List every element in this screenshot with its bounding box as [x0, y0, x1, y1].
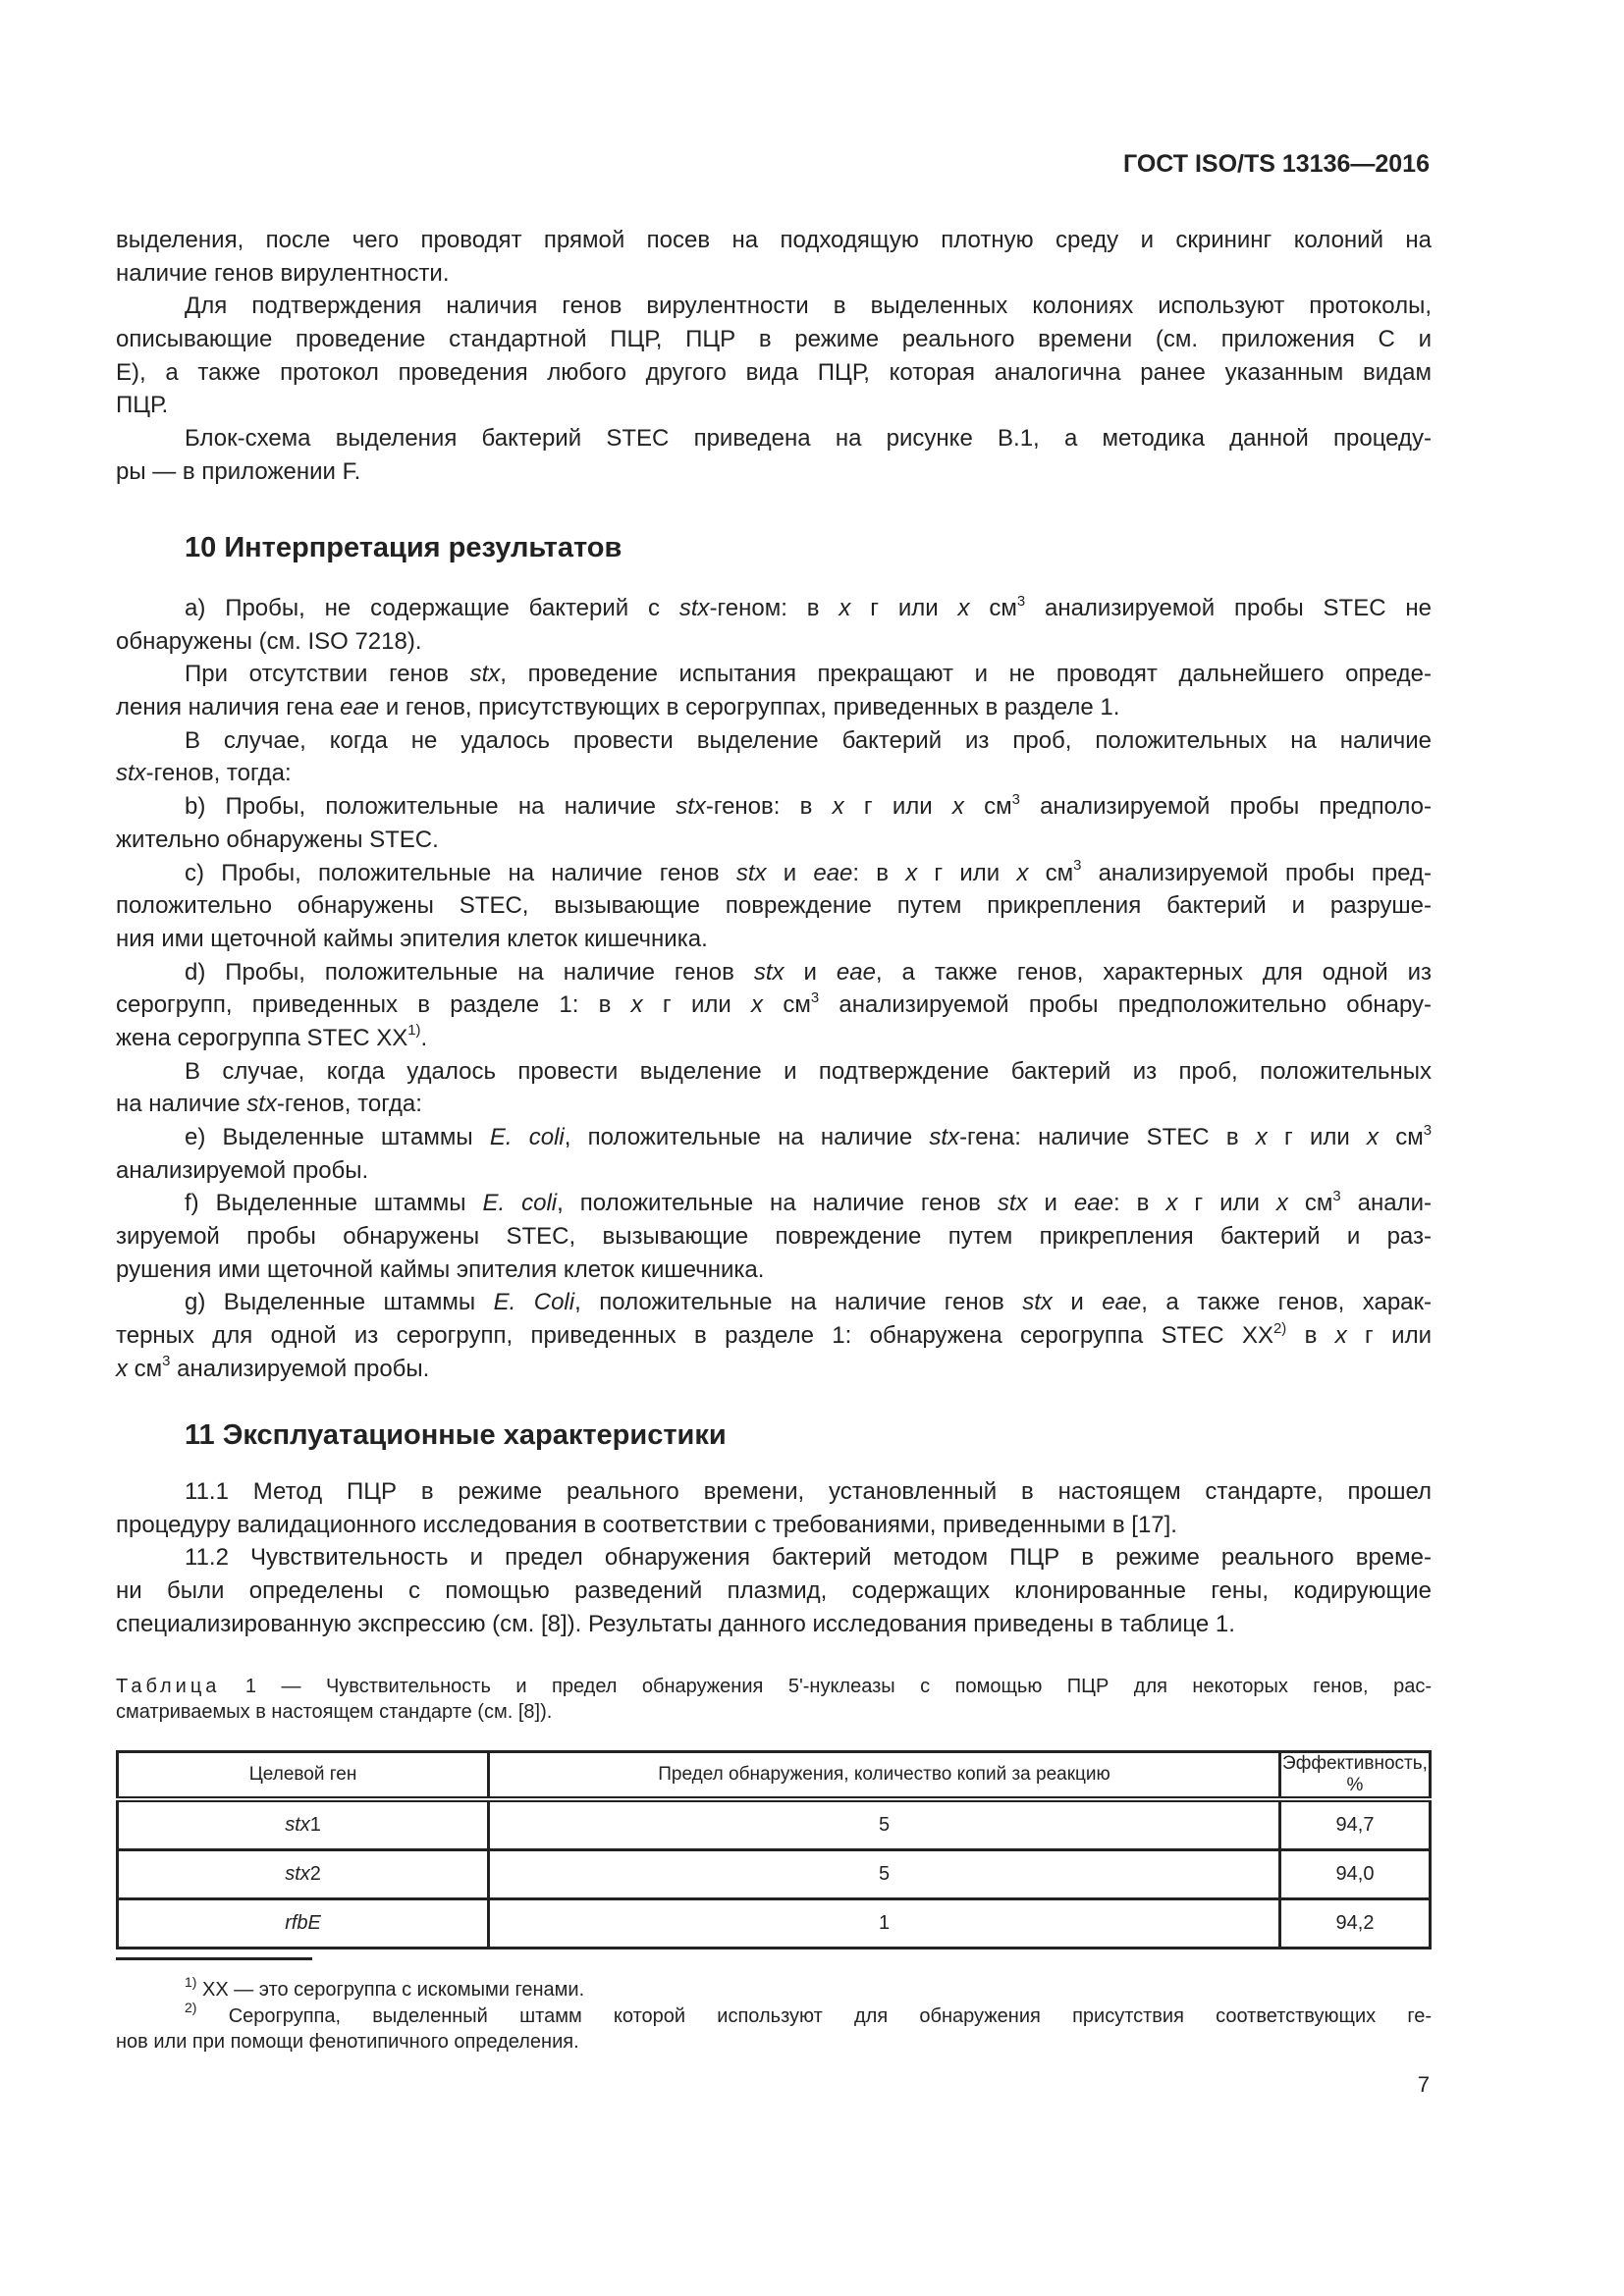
italic-term: x	[832, 793, 844, 821]
text-run: г или	[1346, 1322, 1432, 1350]
text-run: обнаружены (см. ISO 7218).	[116, 627, 422, 655]
text-run: анализируемой пробы STEC не	[1025, 595, 1433, 621]
text-line	[116, 625, 1432, 659]
text-run: и	[1027, 1190, 1074, 1217]
italic-term: x	[951, 793, 964, 821]
italic-term: stx	[735, 859, 767, 886]
text-run: d) Пробы, положительные на наличие генов	[185, 958, 754, 986]
text-run: ни были определены с помощью разведений плазмид, содержащих клонированные гены, кодирующие	[116, 1577, 1432, 1605]
text-run: см	[969, 595, 1017, 621]
text-run: зируемой пробы обнаружены STEC, вызывающие повреждение путем прикрепления бактерий и раз-	[116, 1223, 1432, 1251]
text-line	[116, 1353, 1432, 1386]
table-caption	[116, 1674, 1432, 1725]
table-row	[118, 1899, 1431, 1949]
text-run: 11.2 Чувствительность и предел обнаружения бактерий методом ПЦР в режиме реального време-	[185, 1544, 1432, 1572]
italic-term: stx	[678, 595, 710, 621]
italic-term: E. coli	[482, 1190, 558, 1217]
section-11-heading: 11 Эксплуатационные характеристики	[185, 1419, 727, 1451]
table-caption-text: 1 — Чувствительность и предел обнаружения 5'-нуклеазы с помощью ПЦР для некоторых генов, рас-	[220, 1676, 1432, 1697]
text-run: г или	[917, 859, 1017, 886]
text-run: , положительные на наличие	[564, 1124, 930, 1150]
text-run: нов или при помощи фенотипичного определения.	[116, 2031, 579, 2053]
text-run: -геном: в	[709, 595, 839, 621]
italic-term: x	[751, 991, 764, 1019]
footnote-separator	[116, 1957, 312, 1960]
page-number: 7	[1417, 2072, 1430, 2097]
table-row	[118, 1799, 1431, 1850]
text-run: ния ими щеточной каймы эпителия клеток кишечника.	[116, 925, 708, 952]
text-run: анализируемой пробы.	[170, 1355, 430, 1382]
text-run: специализированную экспрессию (см. [8]). Результаты данного исследования приведены в таблице 1.	[116, 1610, 1235, 1637]
cell-gene: stx1	[118, 1799, 489, 1850]
text-run: ления наличия гена	[116, 694, 341, 721]
cell-efficiency: 94,2	[1279, 1899, 1430, 1949]
text-line	[116, 389, 1432, 422]
cell-limit: 5	[489, 1850, 1280, 1899]
section-10-body	[116, 592, 1432, 1386]
text-run: процедуру валидационного исследования в соответствии с требованиями, приведенными в [17].	[116, 1511, 1177, 1538]
italic-term: stx	[929, 1124, 960, 1150]
table-1	[116, 1750, 1432, 1949]
text-run: Блок-схема выделения бактерий STEC приведена на рисунке В.1, а методика данной процеду-	[185, 425, 1432, 453]
text-line	[185, 290, 1432, 323]
text-run: и генов, присутствующих в серогруппах, приведенных в разделе 1.	[379, 694, 1120, 721]
column-header-target-gene: Целевой ген	[118, 1752, 489, 1800]
text-line	[116, 988, 1432, 1022]
text-line	[185, 1055, 1432, 1089]
column-header-detection-limit: Предел обнаружения, количество копий за реакцию	[489, 1752, 1280, 1800]
text-run: -гена: наличие STEC в	[959, 1124, 1256, 1150]
text-run: положительно обнаружены STEC, вызывающие повреждение путем прикрепления бактерий и разруше-	[116, 892, 1432, 920]
text-line	[116, 257, 1432, 291]
text-line	[116, 923, 1432, 956]
text-run: выделения, после чего проводят прямой посев на подходящую плотную среду и скрининг колоний на	[116, 227, 1432, 253]
text-run: е) Выделенные штаммы	[185, 1124, 490, 1150]
text-line	[185, 592, 1432, 625]
running-header-doc-code: ГОСТ ISO/TS 13136—2016	[1123, 150, 1430, 178]
text-line	[185, 1121, 1432, 1154]
text-run: анализируемой пробы предполо-	[1019, 793, 1433, 821]
superscript: 1)	[407, 1023, 421, 1040]
intro-paragraphs	[116, 224, 1432, 489]
text-run: см	[963, 793, 1012, 821]
italic-term: stx	[469, 661, 501, 688]
text-run: анализируемой пробы пред-	[1081, 859, 1432, 886]
superscript: 3	[1332, 1188, 1341, 1204]
superscript: 3	[162, 1354, 171, 1370]
italic-term: x	[1367, 1124, 1379, 1150]
italic-term: x	[1165, 1190, 1178, 1217]
text-run: g) Выделенные штаммы	[185, 1289, 494, 1316]
superscript: 3	[1423, 1122, 1432, 1139]
text-run: и	[1052, 1289, 1103, 1316]
superscript: 3	[810, 989, 820, 1006]
italic-term: x	[1275, 1190, 1288, 1217]
text-run: ры — в приложении F.	[116, 457, 361, 485]
text-run: анали-	[1340, 1190, 1433, 1217]
text-run: см	[128, 1355, 163, 1382]
text-line	[185, 658, 1432, 691]
text-line	[185, 857, 1432, 890]
text-line	[116, 1022, 1432, 1055]
italic-term: x	[1016, 859, 1029, 886]
italic-term: x	[630, 991, 643, 1019]
text-run: , а также генов, характерных для одной из	[875, 958, 1433, 986]
text-line	[185, 1187, 1432, 1220]
cell-limit: 5	[489, 1799, 1280, 1850]
text-run: , положительные на наличие генов	[557, 1190, 998, 1217]
text-run: серогрупп, приведенных в разделе 1: в	[116, 991, 631, 1019]
text-run: анализируемой пробы предположительно обнару-	[819, 991, 1433, 1019]
text-run: , проведение испытания прекращают и не проводят дальнейшего опреде-	[500, 661, 1432, 688]
text-run: и	[784, 958, 837, 986]
text-run: -генов: в	[705, 793, 833, 821]
text-run: : в	[1112, 1190, 1166, 1217]
superscript: 2)	[185, 2000, 197, 2016]
italic-term: x	[905, 859, 918, 886]
italic-term: x	[1334, 1322, 1347, 1350]
text-line	[185, 724, 1432, 758]
italic-term: x	[1255, 1124, 1268, 1150]
text-line	[116, 2029, 1432, 2056]
text-run: Е), а также протокол проведения любого другого вида ПЦР, которая аналогична ранее указанным видам	[116, 358, 1432, 386]
superscript: 2)	[1273, 1320, 1287, 1337]
cell-gene: rfbE	[118, 1899, 489, 1949]
footnotes	[116, 1973, 1432, 2056]
text-line	[116, 323, 1432, 356]
text-line	[185, 956, 1432, 989]
text-run: с) Пробы, положительные на наличие генов	[185, 859, 736, 886]
italic-term: E. Coli	[493, 1289, 575, 1316]
text-line	[185, 1973, 1432, 2003]
text-run: на наличие	[116, 1091, 247, 1118]
text-line	[116, 1608, 1432, 1641]
italic-term: eae	[1102, 1289, 1142, 1316]
text-run: рушения ими щеточной каймы эпителия клеток кишечника.	[116, 1255, 765, 1283]
text-run: XX — это серогруппа с искомыми генами.	[196, 1979, 585, 2001]
text-line	[185, 1541, 1432, 1575]
cell-gene: stx2	[118, 1850, 489, 1899]
text-run: -генов, тогда:	[276, 1091, 422, 1118]
text-run: f) Выделенные штаммы	[185, 1190, 483, 1217]
italic-term: stx	[997, 1190, 1028, 1217]
italic-term: stx	[676, 793, 706, 821]
cell-efficiency: 94,7	[1279, 1799, 1430, 1850]
text-run: 11.1 Метод ПЦР в режиме реального времени, установленный в настоящем стандарте, прошел	[185, 1478, 1432, 1505]
column-header-efficiency: Эффективность, %	[1279, 1752, 1430, 1800]
table-header-row	[118, 1752, 1431, 1800]
table-caption-label: Таблица	[116, 1676, 221, 1697]
text-line	[116, 1575, 1432, 1608]
table-caption-line-1	[116, 1674, 1432, 1699]
text-run: жена серогруппа STEC XX	[116, 1024, 408, 1051]
text-run: анализируемой пробы.	[116, 1156, 369, 1184]
text-run: ПЦР.	[116, 392, 169, 419]
italic-term: x	[839, 595, 851, 621]
text-line	[116, 1319, 1432, 1353]
superscript: 3	[1016, 593, 1026, 610]
text-line	[116, 1254, 1432, 1287]
section-10-heading: 10 Интерпретация результатов	[185, 532, 623, 563]
text-run: и	[766, 859, 814, 886]
text-line	[116, 224, 1432, 257]
text-line	[116, 455, 1432, 489]
text-run: г или	[843, 793, 952, 821]
text-line	[116, 356, 1432, 390]
text-line	[116, 1088, 1432, 1121]
text-run: см	[763, 991, 811, 1019]
text-run: , а также генов, харак-	[1141, 1289, 1433, 1316]
italic-term: x	[116, 1355, 128, 1382]
text-run: наличие генов вирулентности.	[116, 259, 450, 287]
cell-limit: 1	[489, 1899, 1280, 1949]
text-line	[116, 889, 1432, 923]
text-run: терных для одной из серогрупп, приведенных в разделе 1: обнаружена серогруппа STEC XX	[116, 1322, 1273, 1350]
text-line	[185, 1286, 1432, 1319]
text-line	[185, 422, 1432, 455]
text-run: г или	[850, 595, 958, 621]
text-run: в	[1286, 1322, 1335, 1350]
text-run: -генов, тогда:	[145, 760, 292, 787]
cell-efficiency: 94,0	[1279, 1850, 1430, 1899]
italic-term: E. coli	[489, 1124, 565, 1150]
text-run: см	[1379, 1124, 1424, 1150]
text-run: Для подтверждения наличия генов вирулентности в выделенных колониях используют протоколы,	[185, 293, 1432, 320]
text-run: b) Пробы, положительные на наличие	[185, 793, 677, 821]
text-run: см	[1287, 1190, 1333, 1217]
text-run: см	[1028, 859, 1074, 886]
text-run: : в	[852, 859, 906, 886]
superscript: 3	[1011, 791, 1020, 808]
text-line	[116, 1154, 1432, 1188]
italic-term: stx	[1022, 1289, 1053, 1316]
text-run: г или	[1267, 1124, 1367, 1150]
superscript: 3	[1073, 858, 1082, 875]
text-line	[116, 1220, 1432, 1254]
text-run: а) Пробы, не содержащие бактерий с	[185, 595, 679, 621]
italic-term: eae	[836, 958, 876, 986]
text-line	[116, 691, 1432, 724]
italic-term: stx	[116, 760, 146, 787]
italic-term: eae	[813, 859, 853, 886]
text-line	[185, 790, 1432, 824]
text-run: жительно обнаружены STEC.	[116, 826, 439, 853]
text-line	[185, 2000, 1432, 2030]
text-line	[116, 824, 1432, 857]
text-run: .	[420, 1024, 428, 1051]
italic-term: eae	[340, 694, 380, 721]
text-run: В случае, когда не удалось провести выделение бактерий из проб, положительных на наличие	[185, 726, 1432, 754]
text-line	[116, 757, 1432, 790]
text-run: , положительные на наличие генов	[574, 1289, 1023, 1316]
text-run: описывающие проведение стандартной ПЦР, ПЦР в режиме реального времени (см. приложения С и	[116, 326, 1432, 353]
text-line	[185, 1475, 1432, 1509]
text-run: В случае, когда удалось провести выделение и подтверждение бактерий из проб, положительных	[185, 1057, 1432, 1085]
italic-term: stx	[753, 958, 785, 986]
table-caption-line-2: сматриваемых в настоящем стандарте (см. [8]).	[116, 1701, 553, 1723]
italic-term: eae	[1073, 1190, 1113, 1217]
section-11-body	[116, 1475, 1432, 1640]
table-row	[118, 1850, 1431, 1899]
italic-term: stx	[246, 1091, 277, 1118]
text-run: Серогруппа, выделенный штамм которой используют для обнаружения присутствия соответствующих ге-	[196, 2004, 1432, 2027]
superscript: 1)	[185, 1973, 197, 1990]
text-run: г или	[642, 991, 752, 1019]
text-line	[116, 1509, 1432, 1542]
italic-term: x	[957, 595, 970, 621]
text-run: При отсутствии генов	[185, 661, 470, 688]
text-run: г или	[1177, 1190, 1276, 1217]
